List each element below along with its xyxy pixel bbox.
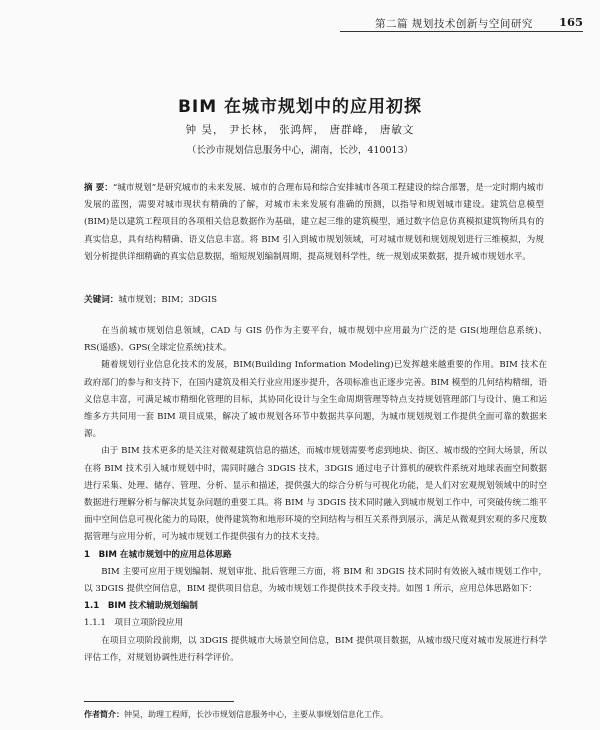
paragraph: 由于 BIM 技术更多的是关注对微观建筑信息的描述，而城市规划需要考虑到地块、街区、城市级的空间大场景，所以在将 BIM 技术引入城市规划中时，需同时融合 3DGIS 技术，3DGIS 通过电子计算机的硬软件系统对地球表面空间数据进行采集、处理、储存、管理、分析、显示和描述，提供强大的综合分析与可视化功能，是人们对宏观规划领域中的时空数据进行理解分析与解决其复杂问题的重要工具。将 BIM 与 3DGIS 技术同时融入到城市规划工作中，可突破传统二维平面中空间信息可视化能力的局限，使得建筑物和地形环境的空间结构与相互关系得到展示，满足从微观到宏观的多尺度数据管理与应用分析，可为城市规划工作提供强有力的技术支持。	[84, 446, 547, 543]
footnote-rule	[84, 701, 234, 702]
header-section-title: 第二篇 规划技术创新与空间研究	[375, 18, 533, 30]
running-header	[0, 10, 583, 30]
authors: 钟 昊， 尹长林， 张鸿辉， 唐群峰， 唐敏文	[185, 124, 415, 136]
author-footnote	[84, 709, 547, 720]
section-heading-1-1-1: 1.1.1 项目立项阶段应用	[84, 618, 184, 629]
abstract-text: “城市规划”是研究城市的未来发展、城市的合理布局和综合安排城市各项工程建设的综合部署，是一定时期内城市发展的蓝图，需要对城市现状有精确的了解，对城市未来发展有准确的预测，以指导和规划城市建设。建筑信息模型(BIM)是以建筑工程项目的各项相关信息数据作为基础，建立起三维的建筑模型，通过数字信息仿真模拟建筑物所具有的真实信息，具有结构精确、语义信息丰富。将 BIM 引入到城市规划领域，可对城市规划和规划规划进行三维模拟，为规划分析提供详细精确的真实信息数据，缩短规划编制周期，提高规划科学性，统一规划成果数据，提升城市规划水平。	[84, 183, 544, 262]
keywords-label: 关键词：	[84, 295, 119, 305]
body-text	[84, 323, 547, 667]
keywords	[84, 293, 544, 305]
section-heading-1: 1 BIM 在城市规划中的应用总体思路	[84, 549, 232, 560]
paper-title: BIM 在城市规划中的应用初探	[177, 97, 423, 117]
header-rule	[340, 31, 583, 32]
paragraph: 在项目立项阶段前期，以 3DGIS 提供城市大场景空间信息，BIM 提供项目数据，从城市级尺度对城市发展进行科学评估工作，对规划协调性进行科学评价。	[84, 635, 547, 663]
footnote-label: 作者简介：	[84, 710, 124, 719]
page-number: 165	[558, 15, 583, 29]
affiliation: （长沙市规划信息服务中心，湖南，长沙，410013）	[186, 145, 414, 156]
abstract-label: 摘 要：	[84, 183, 113, 193]
footnote-text: 钟昊，助理工程师，长沙市规划信息服务中心，主要从事规划信息化工作。	[124, 710, 388, 719]
keywords-text: 城市规划；BIM；3DGIS	[118, 295, 217, 305]
abstract	[84, 180, 544, 266]
paragraph: BIM 主要可应用于规划编制、规划审批、批后管理三方面，将 BIM 和 3DGIS 技术同时有效嵌入城市规划工作中，以 3DGIS 提供空间信息，BIM 提供项目信息，为城市规划工作提供技术手段支持。如图 1 所示，应用总体思路如下：	[84, 566, 547, 595]
paragraph: 在当前城市规划信息领域，CAD 与 GIS 仍作为主要平台，城市规划中应用最为广泛的是 GIS(地理信息系统)、RS(遥感)、GPS(全球定位系统)技术。	[84, 326, 547, 354]
paragraph: 随着规划行业信息化技术的发展，BIM(Building Information Modeling)已发挥越来越重要的作用。BIM 技术在政府部门的参与和支持下，在国内建筑及相关行业应用逐步提升，各项标准也正逐步完善。BIM 模型的几何结构精细，语义信息丰富，可满足城市精细化管理的目标，其协同化设计与全生命周期管理等特点支持规划管理部门与设计、施工和运维多方共同用一套 BIM 项目成果，解决了城市规划各环节中数据共享问题，为城市规划规划工作提供全面可靠的数据来源。	[84, 360, 547, 440]
section-heading-1-1: 1.1 BIM 技术辅助规划编制	[84, 601, 198, 612]
